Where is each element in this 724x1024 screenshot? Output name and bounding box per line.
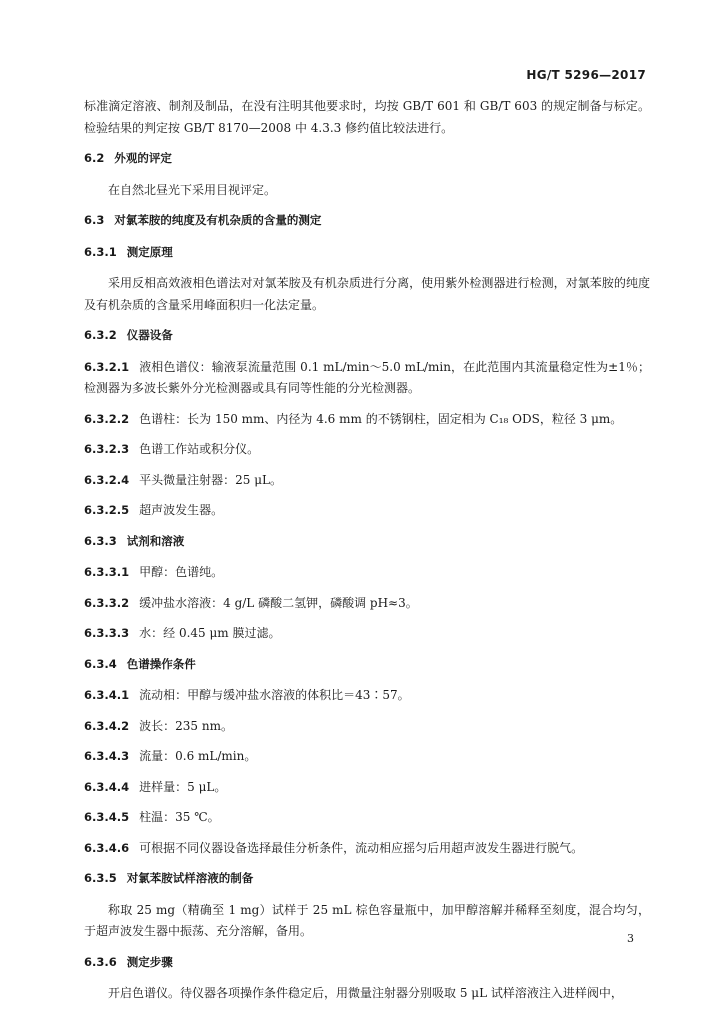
section-number: 6.3.2 — [84, 328, 117, 342]
section-text-6-2: 在自然北昼光下采用目视评定。 — [108, 182, 277, 197]
clause-text: 超声波发生器。 — [139, 503, 224, 517]
clause-number: 6.3.4.5 — [84, 810, 130, 824]
intro-paragraph: 标准滴定溶液、制剂及制品，在没有注明其他要求时，均按 GB/T 601 和 GB/T 603 的规定制备与标定。检验结果的判定按 GB/T 8170—2008 中 4.3.3 修约值比较法进行。 — [84, 99, 650, 135]
section-heading-6-3-4 — [84, 654, 650, 676]
section-heading-6-3 — [84, 210, 650, 232]
clause-item — [84, 470, 650, 492]
section-text-6-3-1: 采用反相高效液相色谱法对对氯苯胺及有机杂质进行分离，使用紫外检测器进行检测，对氯苯胺的纯度及有机杂质的含量采用峰面积归一化法定量。 — [84, 276, 650, 312]
clause-text: 流动相：甲醇与缓冲盐水溶液的体积比＝43∶57。 — [139, 688, 410, 702]
clause-item — [84, 623, 650, 645]
clause-text: 缓冲盐水溶液：4 g/L 磷酸二氢钾，磷酸调 pH≈3。 — [139, 595, 418, 610]
clause-text: 柱温：35 ℃。 — [139, 810, 220, 824]
clause-number: 6.3.2.4 — [84, 472, 130, 487]
clause-text: 液相色谱仪：输液泵流量范围 0.1 mL/min～5.0 mL/min，在此范围内其流量稳定性为±1％；检测器为多波长紫外分光检测器或具有同等性能的分光检测器。 — [84, 359, 650, 395]
clause-text: 色谱柱：长为 150 mm、内径为 4.6 mm 的不锈钢柱，固定相为 C₁₈ ODS，粒径 3 μm。 — [139, 411, 623, 426]
clause-item — [84, 357, 650, 400]
section-title: 仪器设备 — [126, 328, 173, 342]
clause-text: 平头微量注射器：25 μL。 — [139, 472, 282, 487]
document-body — [84, 96, 650, 1014]
section-heading-6-3-1 — [84, 242, 650, 264]
section-title: 外观的评定 — [114, 151, 172, 165]
clause-number: 6.3.4.4 — [84, 779, 130, 794]
standard-code: HG/T 5296—2017 — [526, 68, 646, 82]
section-number: 6.3.6 — [84, 954, 117, 969]
section-number: 6.3.5 — [84, 871, 117, 885]
clause-text: 甲醇：色谱纯。 — [139, 565, 224, 579]
clause-item — [84, 777, 650, 799]
clause-number: 6.3.2.1 — [84, 359, 130, 374]
clause-number: 6.3.3.2 — [84, 595, 130, 610]
clause-text: 流量：0.6 mL/min。 — [139, 749, 257, 763]
clause-item — [84, 746, 650, 768]
clause-item — [84, 409, 650, 431]
section-heading-6-3-3 — [84, 531, 650, 553]
clause-text: 波长：235 nm。 — [139, 718, 233, 733]
clause-number: 6.3.2.5 — [84, 503, 130, 517]
section-title: 对氯苯胺试样溶液的制备 — [126, 871, 254, 885]
section-title: 测定原理 — [126, 244, 173, 259]
clause-item — [84, 439, 650, 461]
clause-number: 6.3.3.1 — [84, 565, 130, 579]
page-number: 3 — [627, 932, 634, 945]
section-text-6-3-5: 称取 25 mg（精确至 1 mg）试样于 25 mL 棕色容量瓶中，加甲醇溶解并稀释至刻度，混合均匀，于超声波发生器中振荡、充分溶解，备用。 — [84, 902, 650, 938]
clause-item — [84, 716, 650, 738]
clause-text: 色谱工作站或积分仪。 — [139, 442, 260, 456]
clause-item — [84, 593, 650, 615]
section-heading-6-3-5 — [84, 868, 650, 890]
section-heading-6-3-6 — [84, 952, 650, 974]
section-number: 6.3.1 — [84, 244, 117, 259]
clause-text: 可根据不同仪器设备选择最佳分析条件，流动相应摇匀后用超声波发生器进行脱气。 — [139, 840, 584, 855]
clause-text: 水：经 0.45 μm 膜过滤。 — [139, 626, 281, 640]
clause-number: 6.3.4.2 — [84, 718, 130, 733]
clause-item — [84, 562, 650, 584]
clause-number: 6.3.4.6 — [84, 840, 130, 855]
section-number: 6.2 — [84, 151, 105, 165]
section-text-6-3-6: 开启色谱仪。待仪器各项操作条件稳定后，用微量注射器分别吸取 5 μL 试样溶液注入进样阀中， — [108, 986, 623, 1000]
clause-text: 进样量：5 μL。 — [139, 779, 227, 794]
section-heading-6-3-2 — [84, 325, 650, 347]
clause-item — [84, 807, 650, 829]
clause-number: 6.3.3.3 — [84, 626, 130, 640]
section-title: 测定步骤 — [126, 954, 173, 969]
clause-number: 6.3.2.3 — [84, 442, 130, 456]
clause-item — [84, 685, 650, 707]
clause-number: 6.3.4.1 — [84, 688, 130, 702]
section-number: 6.3 — [84, 213, 105, 227]
section-title: 色谱操作条件 — [126, 656, 196, 671]
clause-item — [84, 500, 650, 522]
section-title: 试剂和溶液 — [126, 533, 185, 548]
clause-number: 6.3.4.3 — [84, 749, 130, 763]
clause-number: 6.3.2.2 — [84, 411, 130, 426]
section-number: 6.3.4 — [84, 656, 117, 671]
section-title: 对氯苯胺的纯度及有机杂质的含量的测定 — [114, 213, 322, 227]
section-heading-6-2 — [84, 148, 650, 170]
section-number: 6.3.3 — [84, 533, 117, 548]
clause-item — [84, 838, 650, 860]
